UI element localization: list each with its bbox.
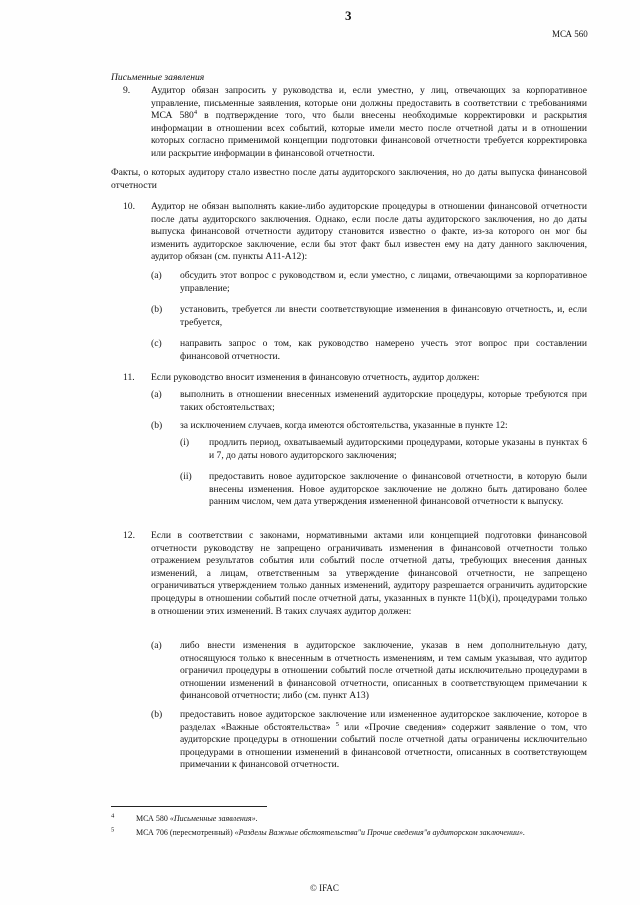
para-12-item-b-text: предоставить новое аудиторское заключение или измененное аудиторское заключение, которое в разделах «Важные обстоятельства» $^5$ или «Прочие сведения» содержит заявление о том, что аудиторские процедуры в отношении событий после отчетной даты ограничены исключительно процедурами в отношении изменений в финансовой отчетности, описанных в соответствующем примечании к финансовой отчетности. xyxy=(180,709,587,771)
para-12-item-a-text: либо внести изменения в аудиторское заключение, указав в нем дополнительную дату, относящуюся только к внесенным в отчетность изменениям, и тем самым указывая, что аудитор ограничил процедуры в отношении событий после отчетной даты исключительно процедурами в отношении изменений в финансовой отчетности, описанных в соответствующем примечании к финансовой отчетности; либо (см. пункт А13) xyxy=(180,640,587,702)
para-10-item-b-text: установить, требуется ли внести соответствующие изменения в финансовую отчетность, и, если требуется, xyxy=(180,304,587,328)
para-11-subitem-i-text: продлить период, охватываемый аудиторскими процедурами, которые указаны в пунктах 6 и 7, до даты нового аудиторского заключения; xyxy=(209,437,587,461)
page-number: 3 xyxy=(345,8,352,23)
para-10-item-a-letter: (a) xyxy=(151,270,162,281)
para-9-number: 9. xyxy=(123,85,131,96)
para-10-item-c-text: направить запрос о том, как руководство намерено учесть этот вопрос при составлении финансовой отчетности. xyxy=(180,338,587,362)
para-11-item-b-letter: (b) xyxy=(151,420,163,431)
footnote-5-mark: 5 xyxy=(111,826,115,834)
para-12-number: 12. xyxy=(123,530,135,541)
footnote-separator xyxy=(111,806,267,807)
document-code: МСА 560 xyxy=(552,29,588,39)
para-11-text: Если руководство вносит изменения в финансовую отчетность, аудитор должен: xyxy=(151,372,480,383)
para-11-item-b-text: за исключением случаев, когда имеются обстоятельства, указанные в пункте 12: xyxy=(180,420,508,431)
para-12-item-a-letter: (a) xyxy=(151,640,162,651)
para-11-subitem-ii-text: предоставить новое аудиторское заключение о финансовой отчетности, в которую были внесены изменения. Новое аудиторское заключение не должно быть датировано более ранним числом, чем дата утверждения измененной финансовой отчетности к выпуску. xyxy=(209,471,587,508)
para-11-item-a-text: выполнить в отношении внесенных изменений аудиторские процедуры, которые требуются при таких обстоятельствах; xyxy=(180,389,587,413)
para-10-item-a-text: обсудить этот вопрос с руководством и, если уместно, с лицами, отвечающими за корпоративное управление; xyxy=(180,270,587,294)
footnote-5-text: МСА 706 (пересмотренный) «Разделы Важные обстоятельства"и Прочие сведения"в аудиторском заключении». xyxy=(136,828,525,837)
para-10-item-b-letter: (b) xyxy=(151,304,163,315)
para-11-item-a-letter: (a) xyxy=(151,389,162,400)
para-11-subitem-i-number: (i) xyxy=(180,437,190,448)
para-11-number: 11. xyxy=(123,372,135,383)
para-12-item-b-letter: (b) xyxy=(151,709,163,720)
copyright-notice: © IFAC xyxy=(310,883,339,893)
para-11-subitem-ii-number: (ii) xyxy=(180,471,192,482)
subsection-heading: Факты, о которых аудитору стало известно после даты аудиторского заключения, но до даты выпуска финансовой отчетности xyxy=(111,167,587,191)
para-10-number: 10. xyxy=(123,201,135,212)
para-10-item-c-letter: (c) xyxy=(151,338,162,349)
footnote-4-text: МСА 580 «Письменные заявления». xyxy=(136,814,258,823)
para-12-text: Если в соответствии с законами, нормативными актами или концепцией подготовки финансовой отчетности руководству не запрещено ограничивать изменения в финансовой отчетности только отражением результатов события или событий после отчетной даты, требующих внесения данных изменений, а лицам, ответственным за утверждение финансовой отчетности, не запрещено ограничиваться утверждением только данных изменений, аудитору разрешается ограничить аудиторские процедуры в отношении событий после отчетной даты, указанных в пункте 11(b)(i), процедурами только в отношении этих изменений. В таких случаях аудитор должен: xyxy=(151,530,587,617)
section-title: Письменные заявления xyxy=(111,72,205,83)
para-9-text: Аудитор обязан запросить у руководства и, если уместно, у лиц, отвечающих за корпоративное управление, письменные заявления, которые они должны предоставить в соответствии с требованиями МСА $580^4$ в подтверждение того, что были внесены необходимые корректировки и раскрытия информации в отношении всех событий, которые имели место после отчетной даты и в отношении которых согласно применимой концепции подготовки финансовой отчетности требуется корректировка или раскрытие информации в финансовой отчетности. xyxy=(151,85,587,159)
footnote-4-mark: 4 xyxy=(111,812,115,820)
para-10-text: Аудитор не обязан выполнять какие-либо аудиторские процедуры в отношении финансовой отчетности после даты аудиторского заключения. Однако, если после даты аудиторского заключения, но до даты выпуска финансовой отчетности аудитору становится известно о факте, из-за которого он мог бы изменить аудиторское заключение, если бы этот факт был известен ему на дату данного заключения, аудитор обязан (см. пункты А11-А12): xyxy=(151,201,587,263)
